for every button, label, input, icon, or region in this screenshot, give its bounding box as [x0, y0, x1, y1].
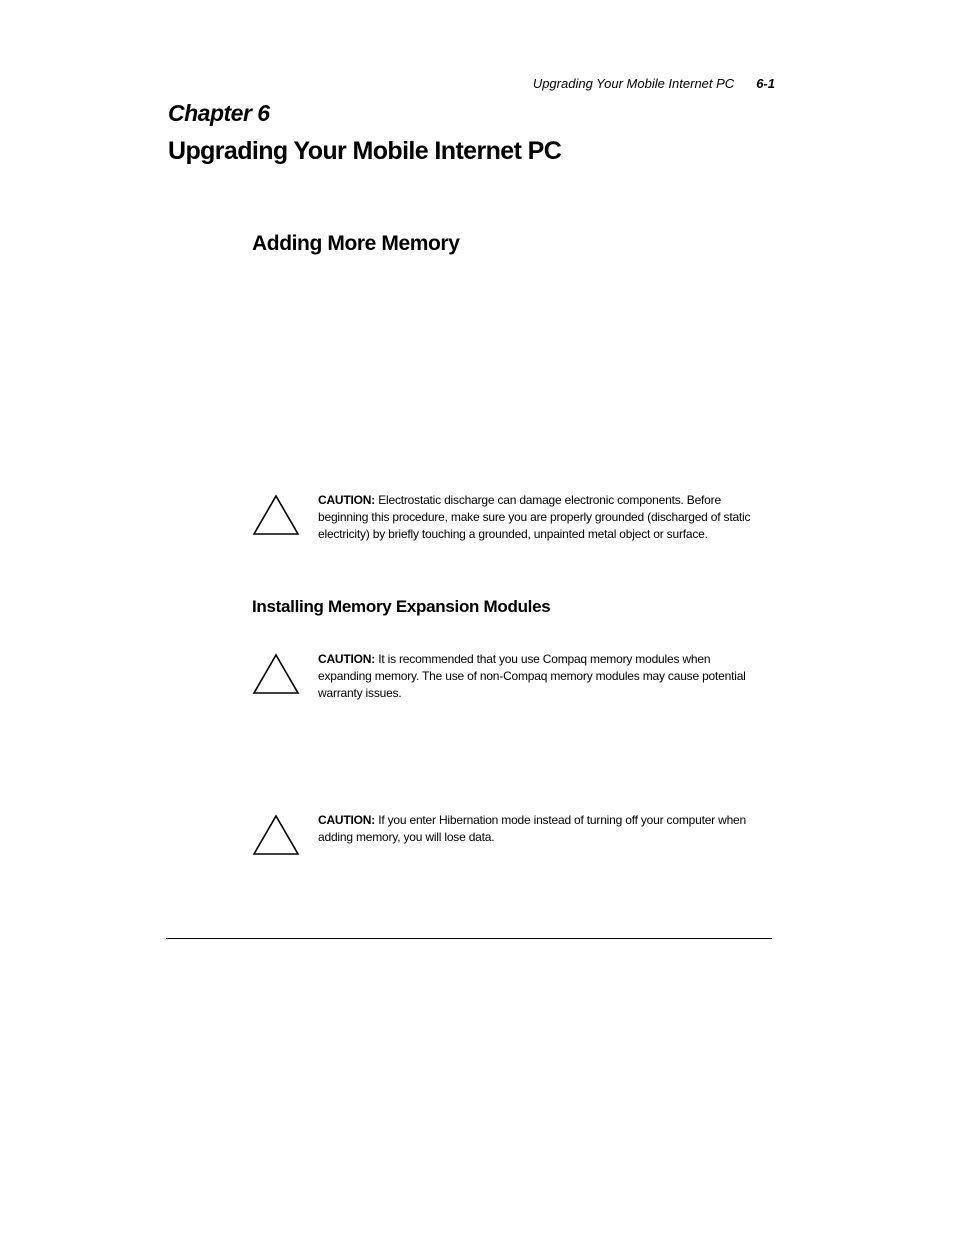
caution-body: If you enter Hibernation mode instead of turning off your computer when adding memory, you will lose data.	[318, 813, 746, 844]
section-heading-adding-memory: Adding More Memory	[252, 232, 460, 255]
running-header-title: Upgrading Your Mobile Internet PC	[532, 76, 735, 91]
caution-label: CAUTION:	[318, 813, 376, 827]
chapter-title: Upgrading Your Mobile Internet PC	[168, 137, 562, 165]
caution-text	[318, 812, 766, 846]
warning-triangle-icon	[252, 814, 300, 856]
warning-triangle-icon	[252, 653, 300, 695]
footer-rule	[166, 938, 772, 939]
caution-text	[318, 492, 766, 543]
subsection-heading-installing-modules: Installing Memory Expansion Modules	[252, 597, 551, 616]
page-number: 6-1	[756, 76, 775, 91]
caution-body: It is recommended that you use Compaq memory modules when expanding memory. The use of non-Compaq memory modules may cause potential warranty issues.	[318, 652, 746, 700]
caution-text	[318, 651, 766, 702]
chapter-label: Chapter 6	[168, 100, 270, 126]
warning-triangle-icon	[252, 494, 300, 536]
caution-label: CAUTION:	[318, 493, 376, 507]
running-header	[520, 76, 775, 91]
caution-body: Electrostatic discharge can damage electronic components. Before beginning this procedure, make sure you are properly grounded (discharged of static electricity) by briefly touching a grounded, unpainted metal object or surface.	[318, 493, 751, 541]
caution-label: CAUTION:	[318, 652, 376, 666]
